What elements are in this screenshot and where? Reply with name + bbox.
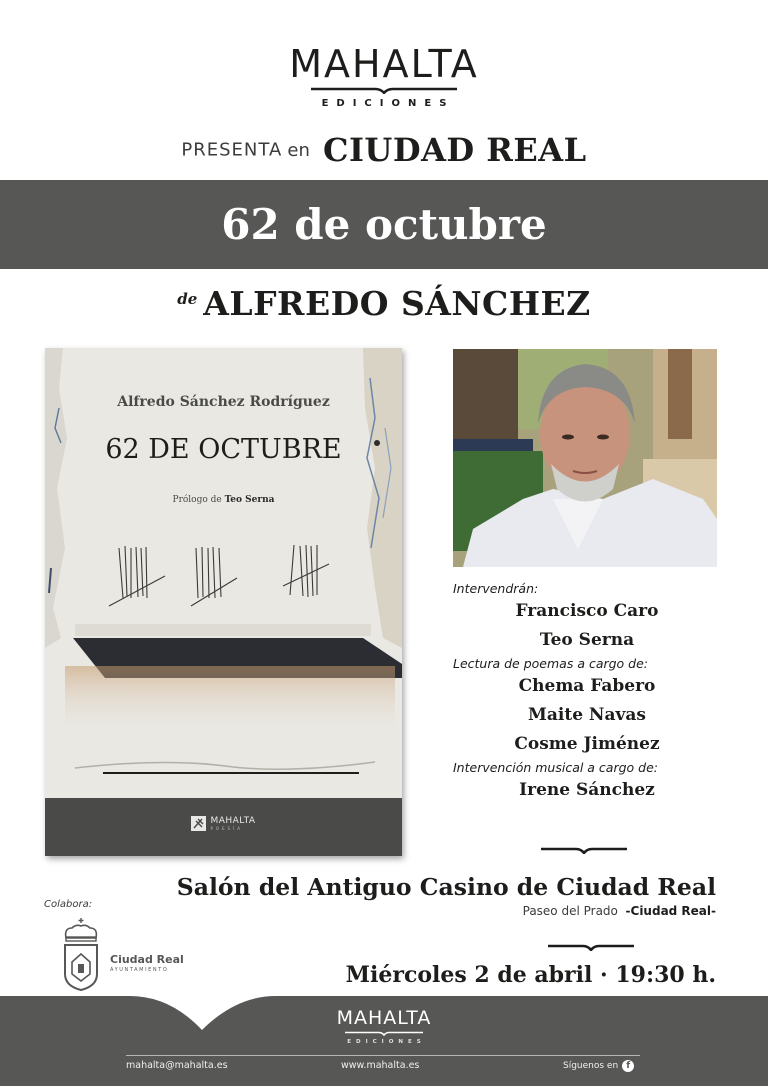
footer-subtitle: EDICIONES [347, 1039, 426, 1045]
presenta-line [0, 131, 768, 169]
city-name: CIUDAD REAL [322, 131, 587, 169]
cover-brand-sub: POESÍA [210, 826, 243, 831]
book-cover [45, 348, 402, 856]
book-title: 62 de octubre [221, 200, 547, 249]
speaker-name: Teo Serna [539, 630, 635, 650]
author-name: ALFREDO SÁNCHEZ [203, 284, 591, 323]
cover-band [45, 798, 402, 856]
venue-block [0, 873, 768, 918]
author-portrait-image [453, 349, 717, 567]
poesia-logo-icon [191, 816, 206, 831]
cover-prologue [45, 495, 402, 505]
logo-wordmark: MAHALTA [289, 42, 479, 86]
collaborator-logo [60, 916, 200, 992]
social-label: Síguenos en [563, 1061, 619, 1071]
footer-wordmark: MAHALTA [336, 1007, 432, 1029]
title-banner [0, 180, 768, 269]
readers-label: Lectura de poemas a cargo de: [453, 656, 649, 671]
venue-name: Salón del Antiguo Casino de Ciudad Real [176, 873, 716, 901]
reader-name: Cosme Jiménez [514, 734, 660, 754]
author-prefix: de [177, 290, 198, 308]
collaborator-name: Ciudad Real [110, 953, 184, 966]
facebook-icon[interactable]: f [622, 1060, 634, 1072]
musician-name: Irene Sánchez [519, 780, 655, 800]
speakers-label: Intervendrán: [453, 581, 539, 596]
cover-brand-name: MAHALTA [210, 816, 256, 826]
cover-author: Alfredo Sánchez Rodríguez [117, 394, 330, 410]
reader-name: Chema Fabero [518, 676, 656, 696]
logo-subtitle: EDICIONES [321, 98, 455, 109]
music-label: Intervención musical a cargo de: [453, 760, 658, 775]
prologue-prefix: Prólogo de [172, 495, 222, 505]
open-book-icon [309, 86, 459, 94]
speaker-name: Francisco Caro [515, 601, 659, 621]
footer-email-link[interactable]: mahalta@mahalta.es [126, 1060, 228, 1071]
event-date-time: Miércoles 2 de abril · 19:30 h. [345, 962, 716, 988]
footer-social-link[interactable] [563, 1060, 634, 1072]
venue-street: Paseo del Prado [522, 904, 618, 918]
cover-brand [45, 816, 402, 831]
city-crest-icon [60, 916, 102, 992]
wall-texture [45, 348, 402, 856]
publisher-logo [0, 44, 768, 109]
author-photo [453, 349, 717, 567]
footer-website-link[interactable]: www.mahalta.es [341, 1060, 420, 1071]
presenta-label: PRESENTA [181, 139, 283, 161]
footer-book-icon [344, 1030, 424, 1036]
book-divider-icon [547, 943, 635, 951]
reader-name: Maite Navas [528, 705, 646, 725]
footer-logo [0, 1008, 768, 1045]
venue-city: -Ciudad Real- [625, 904, 716, 918]
author-line [0, 284, 768, 323]
collaborator-label: Colabora: [44, 899, 93, 910]
participants-list [440, 580, 730, 805]
cover-title: 62 DE OCTUBRE [105, 434, 342, 465]
collaborator-sub: AYUNTAMIENTO [110, 967, 169, 973]
book-divider-icon [540, 846, 628, 854]
footer-divider [126, 1055, 640, 1056]
presenta-en: en [287, 139, 310, 161]
prologue-author: Teo Serna [224, 495, 275, 505]
